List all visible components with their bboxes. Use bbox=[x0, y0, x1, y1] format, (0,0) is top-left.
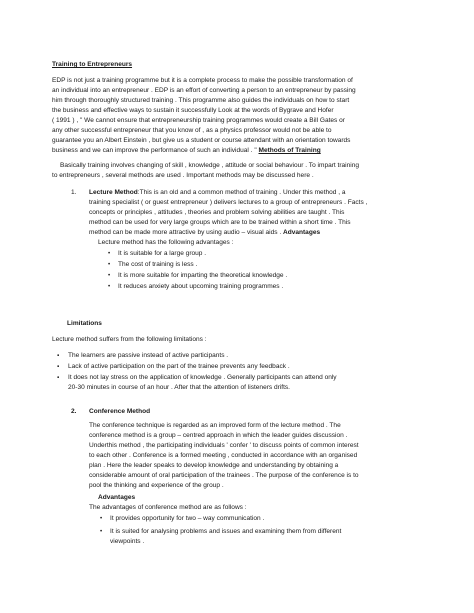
intro-line-text: business and we can improve the performance of such an individual . " bbox=[52, 147, 257, 154]
intro-line-last bbox=[52, 146, 321, 156]
conference-advantage-item-continued: viewpoints . bbox=[110, 538, 145, 545]
methods-heading: Methods of Training bbox=[258, 147, 321, 154]
conference-line: Underthis method , the participating individuals ' confer ' to discuss points of common interest bbox=[89, 442, 359, 449]
lecture-line-text: method can be made more attractive by using audio – visual aids . bbox=[89, 229, 282, 236]
intro-line: the business and effective ways to sustain it successfully Look at the words of Bygrave and Hofer bbox=[52, 107, 334, 114]
conference-line: conference method is a group – centred approach in which the leader guides discussion . bbox=[89, 432, 348, 439]
lecture-line: training specialist ( or guest entrepreneur ) delivers lectures to a group of entrepreneurs . Facts , bbox=[89, 199, 368, 206]
lecture-advantage-item: It is suitable for a large group . bbox=[118, 250, 207, 257]
lecture-advantage-item: The cost of training is less . bbox=[118, 261, 198, 268]
conference-advantage-item: It provides opportunity for two – way communication . bbox=[110, 515, 265, 522]
intro-line: any other successful entrepreneur that you know of , as a physics professor would not be able to bbox=[52, 127, 332, 134]
conference-line: The conference technique is regarded as an improved form of the lecture method . The bbox=[89, 422, 341, 429]
intro-line: EDP is not just a training programme but it is a complete process to make the possible transformation of bbox=[52, 77, 353, 84]
conference-advantages-label: Advantages bbox=[98, 494, 136, 501]
lecture-first-line bbox=[89, 188, 346, 198]
lecture-advantages-label: Advantages bbox=[282, 229, 321, 236]
conference-line: to each other . Conference is a formed meeting , conducted in accordance with an organised bbox=[89, 452, 358, 459]
lecture-line: concepts or principles , attitudes , theories and problem solving abilities are taught . This bbox=[89, 209, 345, 216]
conference-advantages-intro: The advantages of conference method are as follows : bbox=[89, 504, 247, 511]
document-title: Training to Entrepreneurs bbox=[52, 61, 133, 68]
intro-line: ( 1991 ) , " We cannot ensure that entrepreneurship training programmes would create a Bill Gates or bbox=[52, 117, 345, 124]
square-bullet-icon: ▪ bbox=[57, 374, 60, 381]
limitation-item: Lack of active participation on the part of the trainee prevents any feedback . bbox=[68, 363, 290, 370]
intro-line: him through thoroughly structured training . This programme also guides the individuals on how to start bbox=[52, 97, 350, 104]
square-bullet-icon: ▪ bbox=[57, 352, 60, 359]
lecture-advantage-item: It reduces anxiety about upcoming training programmes . bbox=[118, 283, 284, 290]
bullet-icon: • bbox=[108, 250, 111, 257]
conference-line: considerable amount of oral participation of the trainees . The purpose of the conference is to bbox=[89, 472, 359, 479]
lecture-advantage-item: It is more suitable for imparting the theoretical knowledge . bbox=[118, 272, 288, 279]
lecture-first-line-rest: :This is an old and a common method of training . Under this method , a bbox=[137, 189, 346, 196]
bullet-icon: • bbox=[108, 261, 111, 268]
conference-number: 2. bbox=[71, 408, 77, 415]
lecture-line-last bbox=[89, 228, 320, 238]
limitation-item: The learners are passive instead of active participants . bbox=[68, 352, 229, 359]
conference-line: plan . Here the leader speaks to develop knowledge and understanding by obtaining a bbox=[89, 462, 339, 469]
lecture-title: Lecture Method bbox=[89, 189, 138, 196]
bullet-icon: • bbox=[108, 283, 111, 290]
basic-line: to entrepreneurs , several methods are used . Important methods may be discussed here . bbox=[52, 172, 314, 179]
lecture-advantages-intro: Lecture method has the following advantages : bbox=[98, 239, 234, 246]
limitation-item: It does not lay stress on the application of knowledge . Generally participants can attend only bbox=[68, 374, 337, 381]
limitations-intro: Lecture method suffers from the following limitations : bbox=[52, 336, 207, 343]
conference-line: pool the thinking and experience of the group . bbox=[89, 482, 224, 489]
limitations-heading: Limitations bbox=[67, 320, 102, 327]
limitation-item-continued: 20-30 minutes in course of an hour . After that the attention of listeners drifts. bbox=[68, 384, 290, 391]
conference-advantage-item: It is suited for analysing problems and issues and examining them from different bbox=[110, 528, 342, 535]
bullet-icon: • bbox=[100, 515, 103, 522]
lecture-number: 1. bbox=[71, 189, 77, 196]
lecture-line: method can be used for very large groups which are to be trained within a short time . This bbox=[89, 219, 351, 226]
bullet-icon: • bbox=[108, 272, 111, 279]
bullet-icon: • bbox=[100, 528, 103, 535]
basic-line: Basically training involves changing of skill , knowledge , attitude or social behaviour . To impart training bbox=[60, 162, 360, 169]
conference-title: Conference Method bbox=[89, 408, 151, 415]
square-bullet-icon: ▪ bbox=[57, 363, 60, 370]
intro-line: guarantee you an Albert Einstein , but give us a student or course attendant with an orientation towards bbox=[52, 137, 351, 144]
intro-line: an individual into an entrepreneur . EDP is an effort of converting a person to an entrepreneur by passing bbox=[52, 87, 356, 94]
